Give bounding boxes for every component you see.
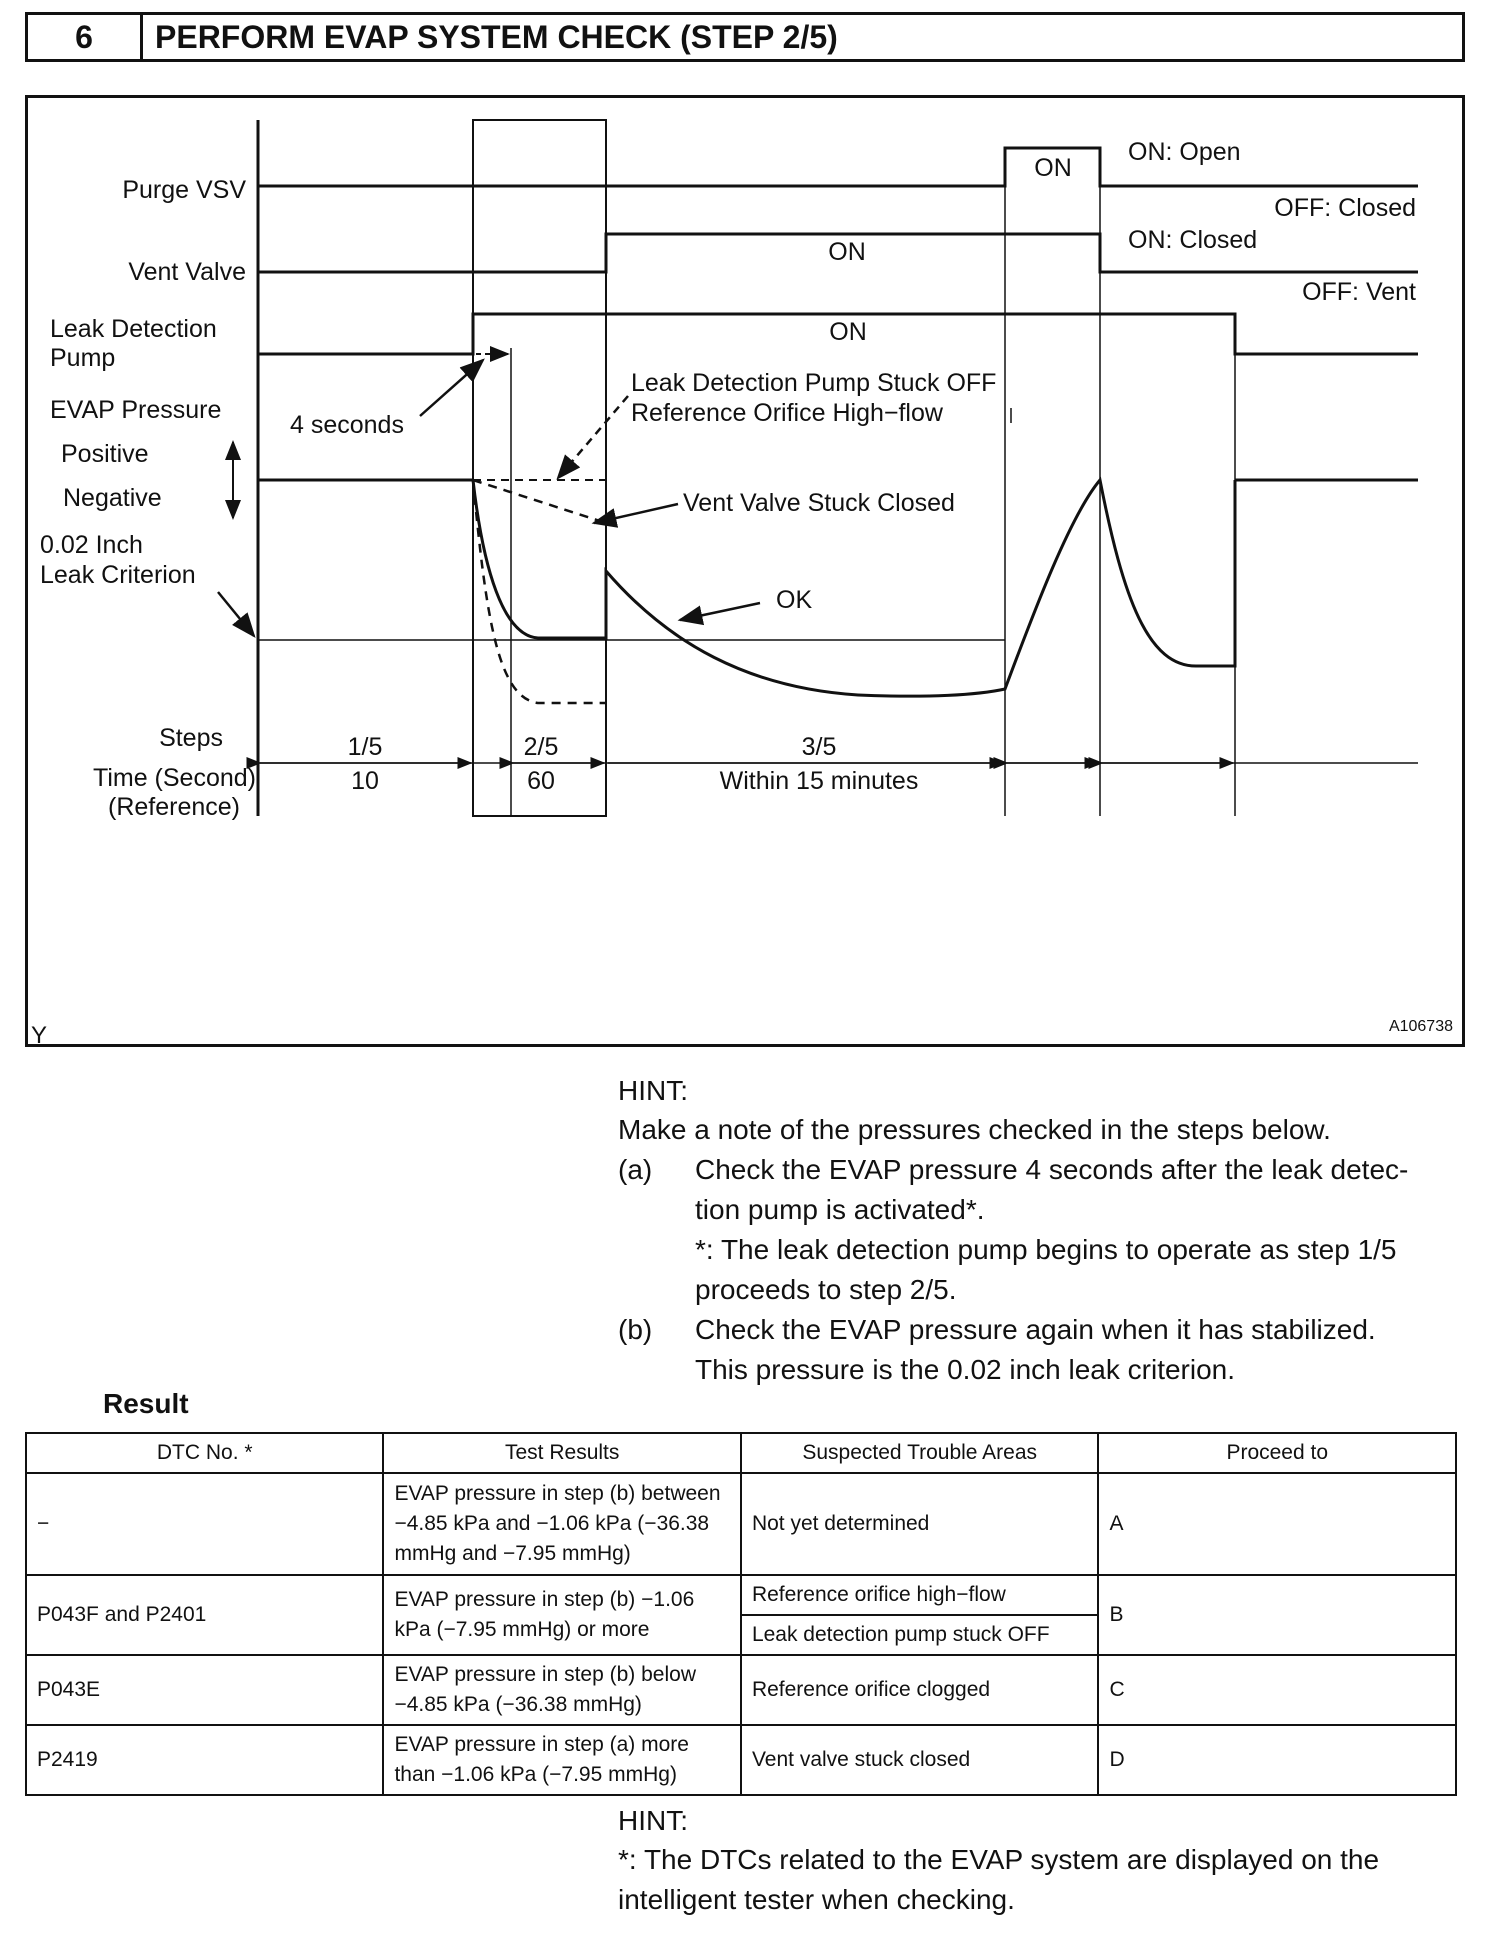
step-1-label: 1/5 xyxy=(347,733,383,761)
label-positive: Positive xyxy=(61,440,149,468)
timing-diagram-svg xyxy=(28,98,1462,1044)
hint-a-note1: *: The leak detection pump begins to operate as step 1/5 xyxy=(695,1234,1397,1265)
vent-stuck-curve xyxy=(473,480,606,523)
vent-on: ON xyxy=(828,238,866,266)
purge-on-desc: ON: Open xyxy=(1128,138,1241,166)
hint-a-label: (a) xyxy=(618,1154,653,1185)
hint-a-line2: tion pump is activated*. xyxy=(695,1194,985,1225)
table-header-row xyxy=(26,1433,1456,1473)
label-purge-vsv: Purge VSV xyxy=(122,176,246,204)
step2-box xyxy=(473,120,606,816)
time-3-label: Within 15 minutes xyxy=(719,767,919,795)
cell-area: Not yet determined xyxy=(741,1473,1099,1575)
label-pump-2: Pump xyxy=(50,344,116,372)
ok-label: OK xyxy=(776,586,813,614)
step-title: PERFORM EVAP SYSTEM CHECK (STEP 2/5) xyxy=(155,18,838,55)
time-1-label: 10 xyxy=(351,767,379,795)
orifice-high-label: Reference Orifice High−flow xyxy=(631,399,943,427)
step-header xyxy=(25,12,1465,62)
result-label: Result xyxy=(103,1388,189,1419)
figure-id: A106738 xyxy=(1388,1018,1453,1035)
hint-b-line2: This pressure is the 0.02 inch leak criterion. xyxy=(695,1354,1236,1385)
four-seconds-label: 4 seconds xyxy=(290,411,404,439)
hint-b-line1: Check the EVAP pressure again when it has stabilized. xyxy=(695,1314,1376,1345)
vent-stuck-label: Vent Valve Stuck Closed xyxy=(683,489,955,517)
cell-dtc: P043E xyxy=(26,1655,383,1725)
vent-on-desc: ON: Closed xyxy=(1128,226,1258,254)
header-test: Test Results xyxy=(383,1433,740,1473)
cell-area: Vent valve stuck closed xyxy=(741,1725,1099,1795)
cell-dtc: P2419 xyxy=(26,1725,383,1795)
label-evap-pressure: EVAP Pressure xyxy=(50,396,222,424)
label-negative: Negative xyxy=(63,484,162,512)
label-leak-crit-2: Leak Criterion xyxy=(40,561,196,589)
purge-vsv-signal xyxy=(258,148,1418,186)
label-reference: (Reference) xyxy=(108,793,240,821)
table-row xyxy=(26,1575,1456,1615)
vent-off-desc: OFF: Vent xyxy=(1302,278,1416,306)
clogged-curve xyxy=(473,480,606,703)
label-pump-1: Leak Detection xyxy=(50,315,217,343)
table-row xyxy=(26,1473,1456,1575)
step-2-label: 2/5 xyxy=(523,733,559,761)
header-dtc: DTC No. * xyxy=(26,1433,383,1473)
cell-area-2: Leak detection pump stuck OFF xyxy=(741,1615,1099,1655)
purge-on: ON xyxy=(1034,154,1072,182)
cell-area: Reference orifice clogged xyxy=(741,1655,1099,1725)
table-row xyxy=(26,1655,1456,1725)
step-3-label: 3/5 xyxy=(801,733,837,761)
hint2-line1: *: The DTCs related to the EVAP system are displayed on the xyxy=(618,1844,1380,1875)
hint2-line2: intelligent tester when checking. xyxy=(618,1884,1015,1915)
cell-dtc: − xyxy=(26,1473,383,1575)
cell-test: EVAP pressure in step (b) below −4.85 kPa (−36.38 mmHg) xyxy=(383,1655,740,1725)
table-row xyxy=(26,1725,1456,1795)
header-area: Suspected Trouble Areas xyxy=(741,1433,1099,1473)
cell-proceed: A xyxy=(1098,1473,1456,1575)
result-table xyxy=(25,1432,1457,1796)
timing-diagram xyxy=(25,95,1465,1047)
cell-test: EVAP pressure in step (b) −1.06 kPa (−7.95 mmHg) or more xyxy=(383,1575,740,1655)
cell-proceed: D xyxy=(1098,1725,1456,1795)
pump-on: ON xyxy=(829,318,867,346)
hint-intro: Make a note of the pressures checked in the steps below. xyxy=(618,1114,1331,1145)
label-vent-valve: Vent Valve xyxy=(128,258,246,286)
hint-a-line1: Check the EVAP pressure 4 seconds after the leak detec- xyxy=(695,1154,1409,1185)
label-leak-crit-1: 0.02 Inch xyxy=(40,531,143,559)
hint-label-2: HINT: xyxy=(618,1805,688,1836)
step-number: 6 xyxy=(28,15,143,59)
hint-label-1: HINT: xyxy=(618,1075,688,1106)
cell-test: EVAP pressure in step (a) more than −1.06 kPa (−7.95 mmHg) xyxy=(383,1725,740,1795)
time-2-label: 60 xyxy=(527,767,555,795)
cell-area: Reference orifice high−flow xyxy=(741,1575,1099,1615)
hint-b-label: (b) xyxy=(618,1314,653,1345)
purge-off-desc: OFF: Closed xyxy=(1274,194,1416,222)
stuck-off-label: Leak Detection Pump Stuck OFF xyxy=(631,369,997,397)
label-steps: Steps xyxy=(159,724,223,752)
corner-y: Y xyxy=(31,1022,48,1044)
cell-proceed: B xyxy=(1098,1575,1456,1655)
cell-proceed: C xyxy=(1098,1655,1456,1725)
cell-test: EVAP pressure in step (b) between −4.85 kPa and −1.06 kPa (−36.38 mmHg and −7.95 mmHg) xyxy=(383,1473,740,1575)
hint-a-note2: proceeds to step 2/5. xyxy=(695,1274,957,1305)
label-time: Time (Second) xyxy=(92,764,256,792)
cell-dtc: P043F and P2401 xyxy=(26,1575,383,1655)
header-proceed: Proceed to xyxy=(1098,1433,1456,1473)
